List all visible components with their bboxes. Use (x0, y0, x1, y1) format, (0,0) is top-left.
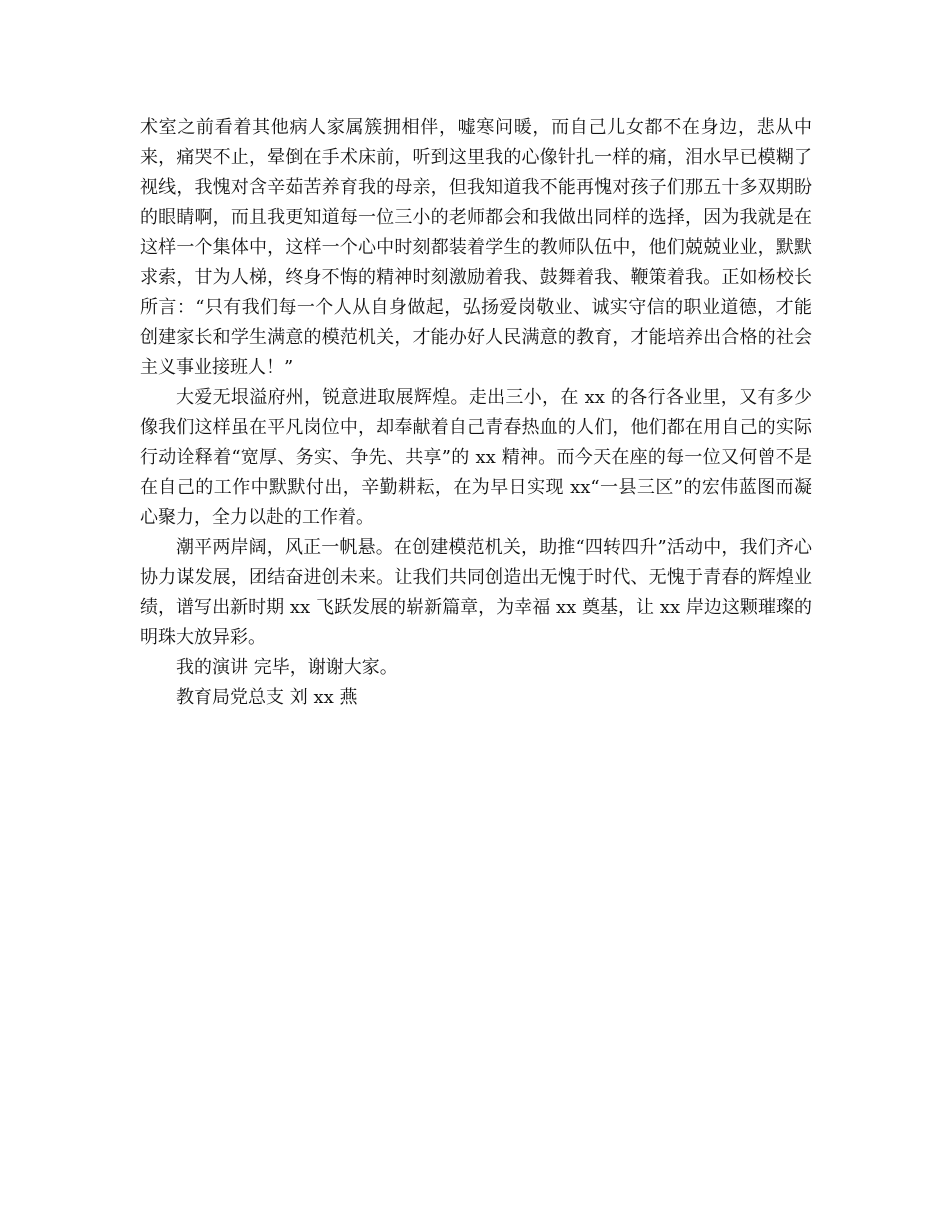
paragraph-daai: 大爱无垠溢府州，锐意进取展辉煌。走出三小，在 xx 的各行各业里，又有多少像我们这样虽在平凡岗位中，却奉献着自己青春热血的人们，他们都在用自己的实际行动诠释着“宽厚、务实、争先、共享”的 xx 精神。而今天在座的每一位又何曾不是在自己的工作中默默付出，辛勤耕耘，在为早日实现 xx“一县三区”的宏伟蓝图而凝心聚力，全力以赴的工作着。 (140, 387, 812, 528)
document-body (140, 113, 812, 713)
closing-remark: 我的演讲 完毕，谢谢大家。 (176, 657, 398, 678)
paragraph-continuation: 术室之前看着其他病人家属簇拥相伴，嘘寒问暖，而自己儿女都不在身边，悲从中来，痛哭不止，晕倒在手术床前，听到这里我的心像针扎一样的痛，泪水早已模糊了视线，我愧对含辛茹苦养育我的母亲，但我知道我不能再愧对孩子们那五十多双期盼的眼睛啊，而且我更知道每一位三小的老师都会和我做出同样的选择，因为我就是在这样一个集体中，这样一个心中时刻都装着学生的教师队伍中，他们兢兢业业，默默求索，甘为人梯，终身不悔的精神时刻激励着我、鼓舞着我、鞭策着我。正如杨校长所言：“只有我们每一个人从自身做起，弘扬爱岗敬业、诚实守信的职业道德，才能创建家长和学生满意的模范机关，才能办好人民满意的教育，才能培养出合格的社会主义事业接班人！” (140, 117, 812, 378)
paragraph-chaoping: 潮平两岸阔，风正一帆悬。在创建模范机关，助推“四转四升”活动中，我们齐心协力谋发展，团结奋进创未来。让我们共同创造出无愧于时代、无愧于青春的辉煌业绩，谱写出新时期 xx 飞跃发展的崭新篇章，为幸福 xx 奠基，让 xx 岸边这颗璀璨的明珠大放异彩。 (140, 537, 812, 648)
author-signature: 教育局党总支 刘 xx 燕 (176, 687, 358, 708)
